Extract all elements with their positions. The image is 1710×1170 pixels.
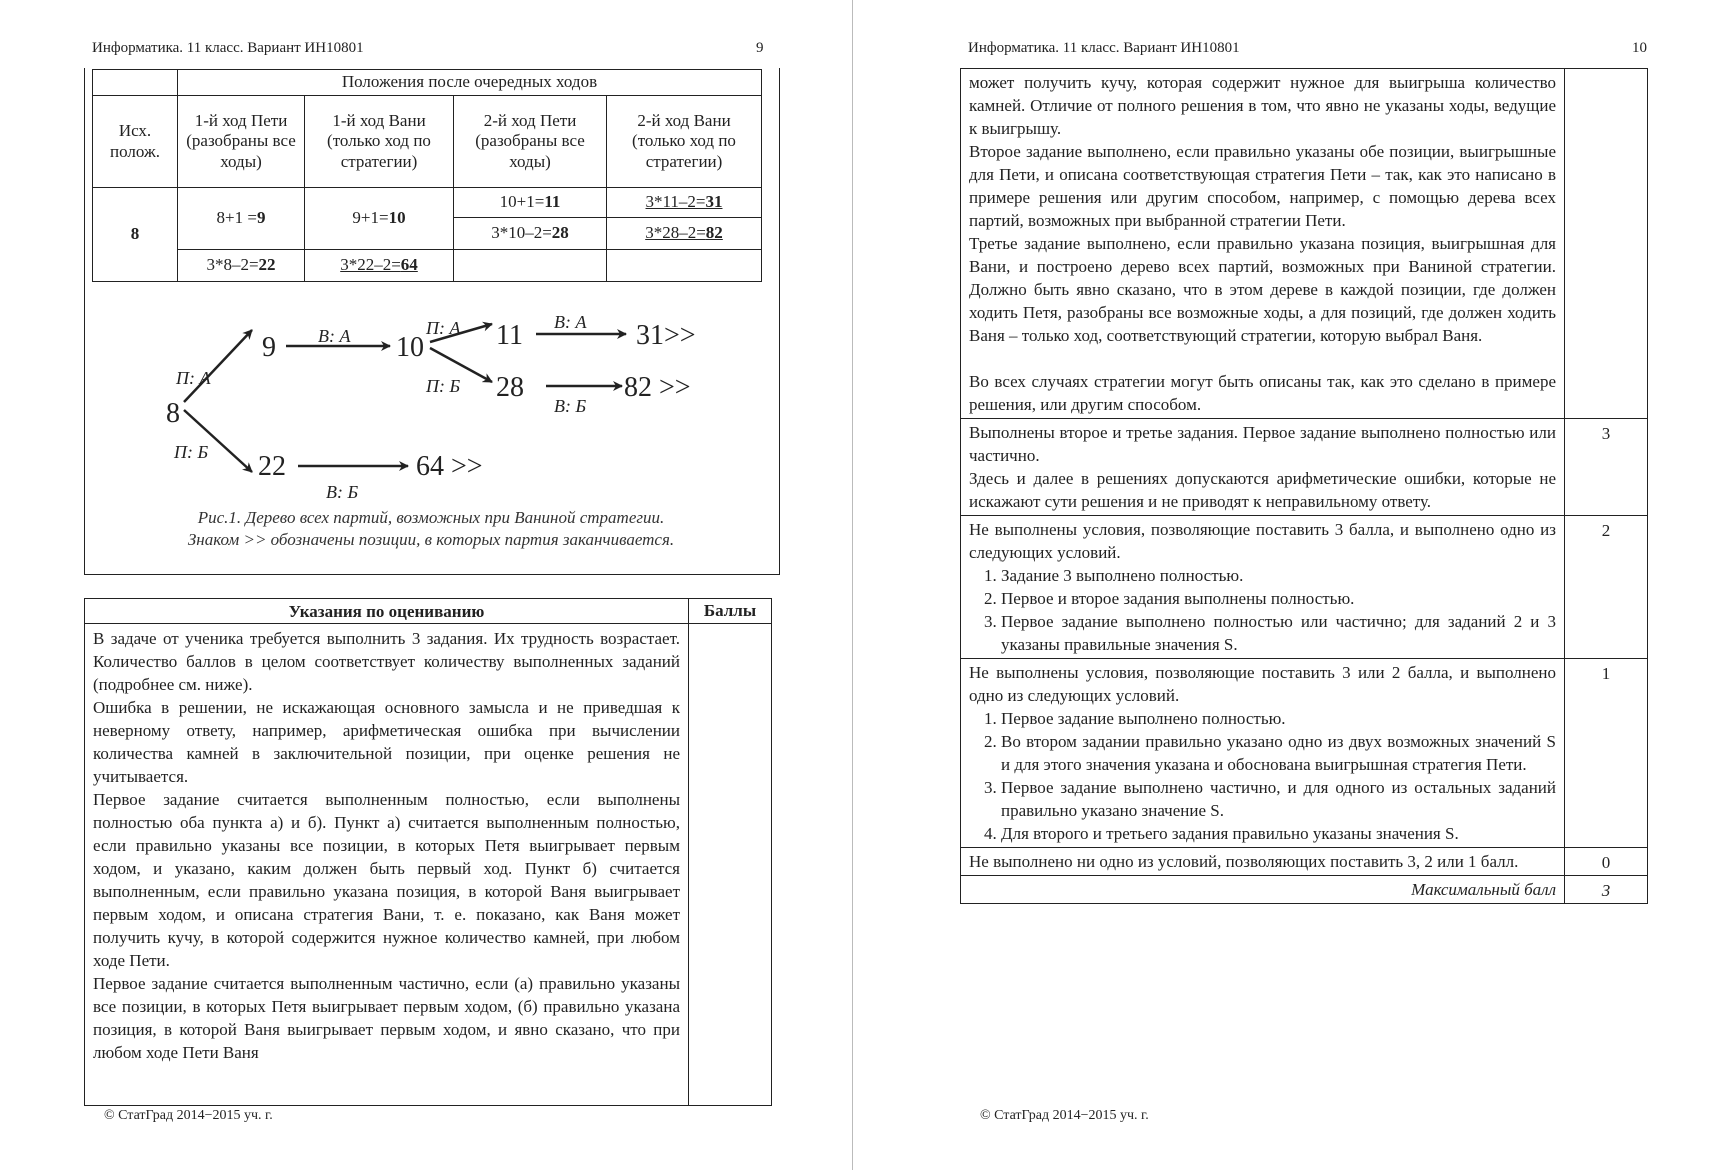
list-item: 2. Первое и второе задания выполнены полностью.	[1001, 587, 1556, 610]
tree-node-31: 31>>	[636, 320, 696, 351]
edge-label-pa: П: А	[176, 368, 211, 388]
table-cell: 3*10–2=28	[454, 218, 607, 250]
points-value: 1	[1565, 659, 1648, 848]
criteria-table	[960, 68, 1648, 904]
list-item: 1. Первое задание выполнено полностью.	[1001, 707, 1556, 730]
points-value: 0	[1565, 848, 1648, 876]
page-number: 9	[756, 40, 764, 56]
table-cell	[454, 250, 607, 282]
grading-points-cell	[689, 624, 772, 1106]
table-cell: 8+1 =9	[178, 188, 305, 250]
col-petya-1: 1-й ход Пети (разобраны все ходы)	[178, 96, 305, 188]
figure-caption-line2: Знаком >> обозначены позиции, в которых партия заканчивается.	[187, 530, 675, 549]
max-score-label: Максимальный балл	[961, 876, 1565, 904]
table-cell: 3*11–2=31	[607, 188, 762, 218]
game-tree-diagram	[140, 290, 720, 510]
grading-instructions	[85, 624, 689, 1106]
edge-label-pb: П: Б	[426, 376, 461, 396]
col-vanya-1: 1-й ход Вани (только ход по стратегии)	[305, 96, 454, 188]
tree-node-8: 8	[166, 398, 180, 429]
criterion-3-points: Выполнены второе и третье задания. Первое задание выполнено полностью или частично. Здесь и далее в решениях допускаются арифметические ошибки, которые не искажают сути решения и не приводят к неправильному ответу.	[961, 419, 1565, 516]
table-cell: 9+1=10	[305, 188, 454, 250]
list-item: 2. Во втором задании правильно указано одно из двух возможных значений S и для этого значения указана и обоснована выигрышная стратегия Пети.	[1001, 730, 1556, 776]
grading-paragraph: Ошибка в решении, не искажающая основного замысла и не приведшая к неверному ответу, например, арифметическая ошибка при вычислении количества камней в заключительной позиции, при оценке решения не учитывается.	[93, 698, 680, 786]
grading-paragraph: Первое задание считается выполненным полностью, если выполнены полностью оба пункта а) и б). Пункт а) считается выполненным полностью, если правильно указаны все позиции, в которых Петя выигрывает первым ходом, и указано, каким должен быть первый ход. Пункт б) считается выполненным, если правильно указана позиция, в которой Ваня выигрывает первым ходом, и описана стратегия Вани, т. е. показано, как Ваня может получить кучу, в которой содержится нужное количество камней, при любом ходе Пети.	[93, 790, 680, 970]
table-cell: 3*28–2=82	[607, 218, 762, 250]
moves-table	[92, 69, 762, 282]
points-value: 3	[1565, 419, 1648, 516]
tree-node-28: 28	[496, 372, 524, 403]
tree-node-11: 11	[496, 320, 523, 351]
criterion-1-point: Не выполнены условия, позволяющие поставить 3 или 2 балла, и выполнено одно из следующих условий. 1. Первое задание выполнено полностью. 2. Во втором задании правильно указано одно из двух возможных значений S и для этого значения указана и обоснована выигрышная стратегия Пети. 3. Первое задание выполнено частично, и для одного из остальных заданий правильно указано значение S. 4. Для второго и третьего задания правильно указаны значения S.	[961, 659, 1565, 848]
footer-copyright: © СтатГрад 2014−2015 уч. г.	[980, 1108, 1149, 1123]
tree-node-22: 22	[258, 451, 286, 482]
col-start: Исх. полож.	[93, 96, 178, 188]
footer-copyright: © СтатГрад 2014−2015 уч. г.	[104, 1108, 273, 1123]
tree-edge	[184, 330, 252, 402]
moves-table-title: Положения после очередных ходов	[178, 70, 762, 96]
col-vanya-2: 2-й ход Вани (только ход по стратегии)	[607, 96, 762, 188]
edge-label-pa: П: А	[426, 318, 461, 338]
table-cell	[607, 250, 762, 282]
tree-edge	[184, 410, 252, 472]
criterion-2-points: Не выполнены условия, позволяющие поставить 3 балла, и выполнено одно из следующих условий. 1. Задание 3 выполнено полностью. 2. Первое и второе задания выполнены полностью. 3. Первое задание выполнено полностью или частично; для заданий 2 и 3 указаны правильные значения S.	[961, 516, 1565, 659]
points-cell	[1565, 69, 1648, 419]
table-cell: 3*22–2=64	[305, 250, 454, 282]
table-cell: 3*8–2=22	[178, 250, 305, 282]
empty-corner-cell	[93, 70, 178, 96]
criteria-continuation: может получить кучу, которая содержит нужное для выигрыша количество камней. Отличие от полного решения в том, что явно не указаны ходы, ведущие к выигрышу. Второе задание выполнено, если правильно указаны обе позиции, выигрышные для Пети, и описана соответствующая стратегия Пети – так, как это написано в примере решения или другим способом, например, с помощью дерева всех партий, возможных при выбранной стратегии Пети. Третье задание выполнено, если правильно указана позиция, выигрышная для Вани, и построено дерево всех партий, возможных при Ваниной стратегии. Должно быть явно сказано, что в этом дереве в каждой позиции, где должен ходить Петя, разобраны все возможные ходы, а для позиций, где должен ходить Ваня – только ход, соответствующий стратегии, которую выбрал Ваня. Во всех случаях стратегии могут быть описаны так, как это сделано в примере решения, или другим способом.	[961, 69, 1565, 419]
table-cell: 10+1=11	[454, 188, 607, 218]
grading-header-text: Указания по оцениванию	[85, 599, 689, 624]
start-position: 8	[93, 188, 178, 282]
page-number: 10	[1632, 40, 1647, 56]
criterion-0-points: Не выполнено ни одно из условий, позволяющих поставить 3, 2 или 1 балл.	[961, 848, 1565, 876]
edge-label-ba: В: А	[554, 312, 587, 332]
max-score-value: 3	[1565, 876, 1648, 904]
left-page	[0, 0, 853, 1170]
edge-label-pb: П: Б	[174, 442, 209, 462]
col-petya-2: 2-й ход Пети (разобраны все ходы)	[454, 96, 607, 188]
grading-table	[84, 598, 772, 1106]
running-header: Информатика. 11 класс. Вариант ИН10801	[968, 40, 1240, 56]
tree-node-9: 9	[262, 332, 276, 363]
points-value: 2	[1565, 516, 1648, 659]
tree-node-64: 64 >>	[416, 451, 483, 482]
figure-caption-line1: Рис.1. Дерево всех партий, возможных при Ваниной стратегии.	[197, 508, 665, 527]
list-item: 3. Первое задание выполнено полностью или частично; для заданий 2 и 3 указаны правильные значения S.	[1001, 610, 1556, 656]
grading-paragraph: В задаче от ученика требуется выполнить 3 задания. Их трудность возрастает. Количество баллов в целом соответствует количеству выполненных заданий (подробнее см. ниже).	[93, 629, 680, 694]
grading-paragraph: Первое задание считается выполненным частично, если (а) правильно указаны все позиции, в которых Петя выигрывает первым ходом, (б) правильно указана позиция, в которой Ваня выигрывает первым ходом, и явно сказано, что при любом ходе Пети Ваня	[93, 974, 680, 1062]
edge-label-bb: В: Б	[326, 482, 359, 502]
grading-header-points: Баллы	[689, 599, 772, 624]
list-item: 1. Задание 3 выполнено полностью.	[1001, 564, 1556, 587]
edge-label-ba: В: А	[318, 326, 351, 346]
tree-node-10: 10	[396, 332, 424, 363]
list-item: 4. Для второго и третьего задания правильно указаны значения S.	[1001, 822, 1556, 845]
tree-node-82: 82 >>	[624, 372, 691, 403]
running-header: Информатика. 11 класс. Вариант ИН10801	[92, 40, 364, 56]
edge-label-bb: В: Б	[554, 396, 587, 416]
list-item: 3. Первое задание выполнено частично, и для одного из остальных заданий правильно указано значение S.	[1001, 776, 1556, 822]
